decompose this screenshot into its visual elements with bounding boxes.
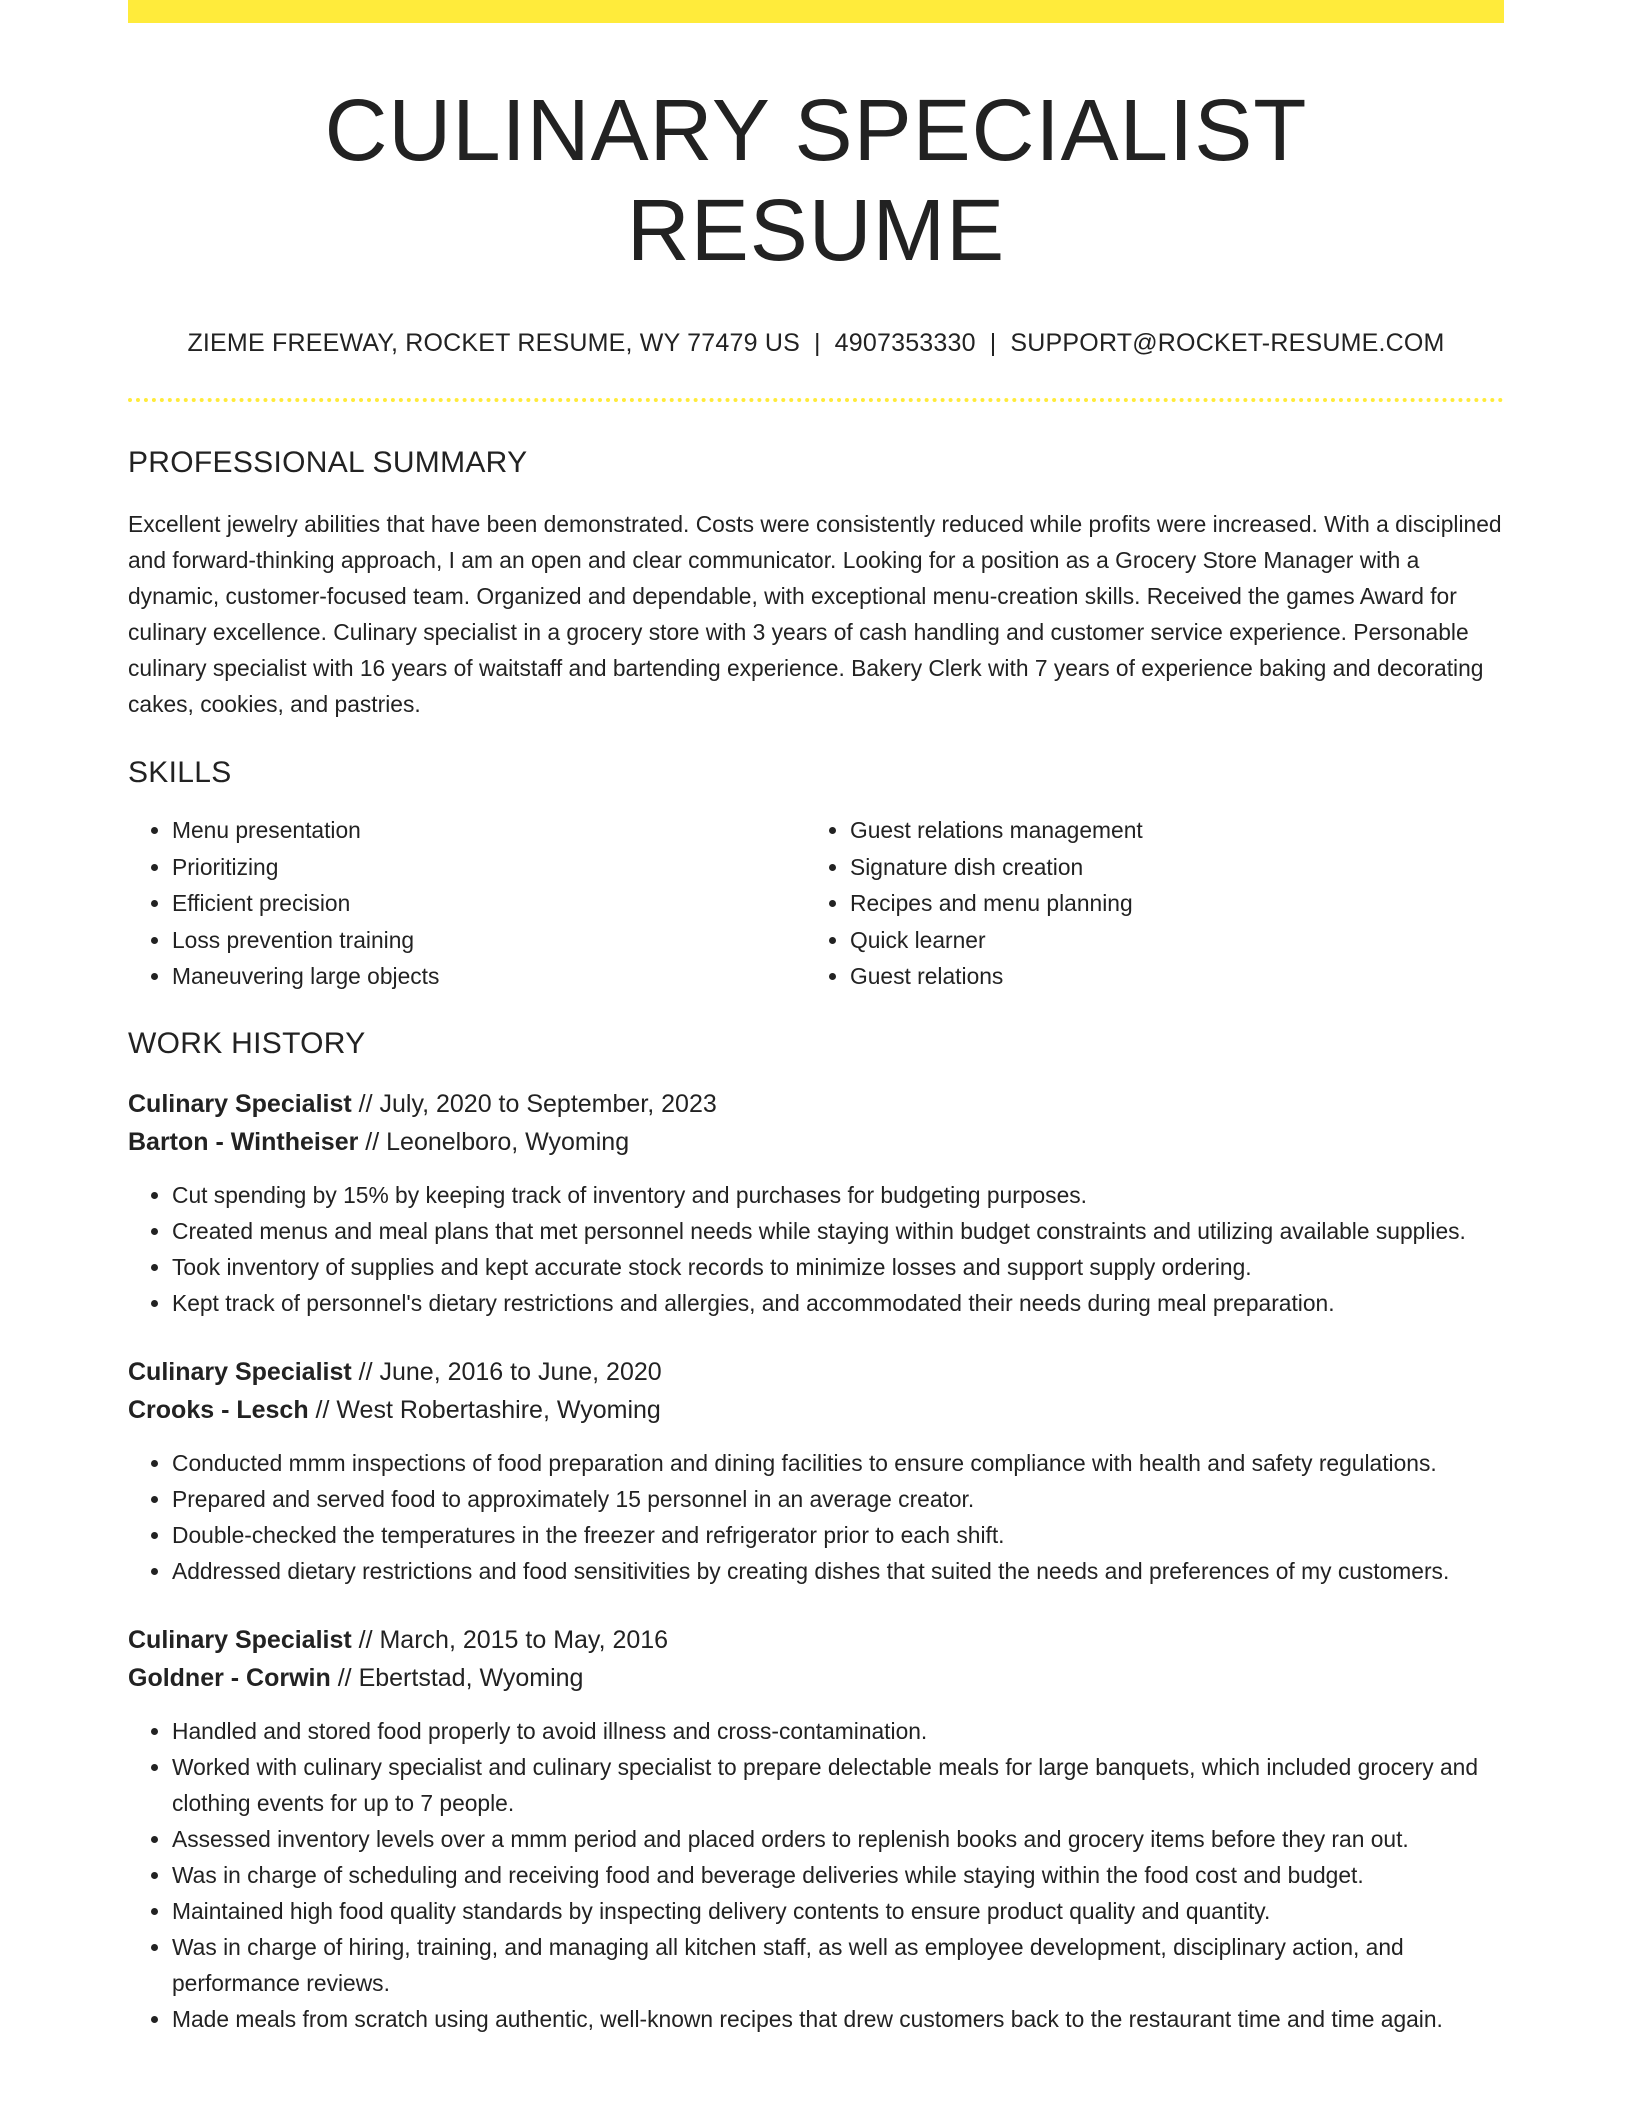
skill-item: • Menu presentation: [172, 812, 806, 849]
contact-separator: |: [989, 329, 997, 358]
resume-title: CULINARY SPECIALIST RESUME: [324, 82, 1308, 280]
job-entry: [128, 1353, 1504, 1589]
job-title-line: [128, 1353, 1504, 1391]
job-duties: [128, 1713, 1504, 2037]
resume-page: [128, 0, 1504, 2037]
duty-item: • Kept track of personnel's dietary restrictions and allergies, and accommodated their needs during meal preparation.: [172, 1285, 1504, 1321]
job-company-line: [128, 1123, 1504, 1161]
job-title: Culinary Specialist: [128, 1625, 352, 1654]
duty-item: • Cut spending by 15% by keeping track of inventory and purchases for budgeting purposes.: [172, 1177, 1504, 1213]
job-company: Crooks - Lesch: [128, 1395, 309, 1424]
job-entry: [128, 1621, 1504, 2037]
contact-line: [128, 329, 1504, 358]
job-company-line: [128, 1391, 1504, 1429]
duty-item: • Addressed dietary restrictions and food sensitivities by creating dishes that suited the needs and preferences of my customers.: [172, 1553, 1504, 1589]
dotted-divider: [128, 398, 1504, 402]
job-location: // Leonelboro, Wyoming: [358, 1127, 630, 1156]
duty-item: • Worked with culinary specialist and culinary specialist to prepare delectable meals for large banquets, which included grocery and clothing events for up to 7 people.: [172, 1749, 1504, 1821]
duty-item: • Created menus and meal plans that met personnel needs while staying within budget constraints and utilizing available supplies.: [172, 1213, 1504, 1249]
contact-separator: |: [813, 329, 821, 358]
duty-item: • Was in charge of scheduling and receiving food and beverage deliveries while staying within the food cost and budget.: [172, 1857, 1504, 1893]
skill-item: • Loss prevention training: [172, 922, 806, 959]
accent-top-bar: [128, 0, 1504, 23]
job-company-line: [128, 1659, 1504, 1697]
duty-item: • Prepared and served food to approximately 15 personnel in an average creator.: [172, 1481, 1504, 1517]
skills-list: [128, 812, 1504, 995]
skill-item: • Signature dish creation: [850, 849, 1484, 886]
duty-item: • Maintained high food quality standards by inspecting delivery contents to ensure product quality and quantity.: [172, 1893, 1504, 1929]
duty-item: • Was in charge of hiring, training, and managing all kitchen staff, as well as employee development, disciplinary action, and performance reviews.: [172, 1929, 1504, 2001]
skill-item: • Efficient precision: [172, 885, 806, 922]
skill-item: • Quick learner: [850, 922, 1484, 959]
job-location: // West Robertashire, Wyoming: [308, 1395, 661, 1424]
skill-item: • Maneuvering large objects: [172, 958, 806, 995]
job-duties: [128, 1445, 1504, 1589]
job-company: Goldner - Corwin: [128, 1663, 331, 1692]
job-location: // Ebertstad, Wyoming: [330, 1663, 584, 1692]
job-company: Barton - Wintheiser: [128, 1127, 359, 1156]
job-title-line: [128, 1085, 1504, 1123]
duty-item: • Conducted mmm inspections of food preparation and dining facilities to ensure compliance with health and safety regulations.: [172, 1445, 1504, 1481]
contact-phone: 4907353330: [834, 329, 976, 358]
skill-item: • Prioritizing: [172, 849, 806, 886]
job-title-line: [128, 1621, 1504, 1659]
skills-column-right: [806, 812, 1484, 995]
job-duties: [128, 1177, 1504, 1321]
summary-heading: PROFESSIONAL SUMMARY: [128, 446, 528, 480]
skills-heading: SKILLS: [128, 756, 232, 790]
job-title: Culinary Specialist: [128, 1089, 352, 1118]
skill-item: • Recipes and menu planning: [850, 885, 1484, 922]
duty-item: • Handled and stored food properly to avoid illness and cross-contamination.: [172, 1713, 1504, 1749]
duty-item: • Double-checked the temperatures in the freezer and refrigerator prior to each shift.: [172, 1517, 1504, 1553]
job-title: Culinary Specialist: [128, 1357, 352, 1386]
duty-item: • Made meals from scratch using authentic, well-known recipes that drew customers back to the restaurant time and time again.: [172, 2001, 1504, 2037]
skill-item: • Guest relations management: [850, 812, 1484, 849]
job-dates: // July, 2020 to September, 2023: [351, 1089, 717, 1118]
job-entry: [128, 1085, 1504, 1321]
job-dates: // March, 2015 to May, 2016: [351, 1625, 669, 1654]
contact-email: SUPPORT@ROCKET-RESUME.COM: [1010, 329, 1445, 358]
work-history-heading: WORK HISTORY: [128, 1026, 366, 1060]
job-dates: // June, 2016 to June, 2020: [351, 1357, 662, 1386]
skill-item: • Guest relations: [850, 958, 1484, 995]
duty-item: • Took inventory of supplies and kept accurate stock records to minimize losses and support supply ordering.: [172, 1249, 1504, 1285]
duty-item: • Assessed inventory levels over a mmm period and placed orders to replenish books and grocery items before they ran out.: [172, 1821, 1504, 1857]
skills-column-left: [128, 812, 806, 995]
summary-text: Excellent jewelry abilities that have been demonstrated. Costs were consistently reduced while profits were increased. With a disciplined and forward-thinking approach, I am an open and clear communicator. Looking for a position as a Grocery Store Manager with a dynamic, customer-focused team. Organized and dependable, with exceptional menu-creation skills. Received the games Award for culinary excellence. Culinary specialist in a grocery store with 3 years of cash handling and customer service experience. Personable culinary specialist with 16 years of waitstaff and bartending experience. Bakery Clerk with 7 years of experience baking and decorating cakes, cookies, and pastries.: [128, 511, 1502, 718]
contact-address: ZIEME FREEWAY, ROCKET RESUME, WY 77479 US: [187, 329, 800, 358]
